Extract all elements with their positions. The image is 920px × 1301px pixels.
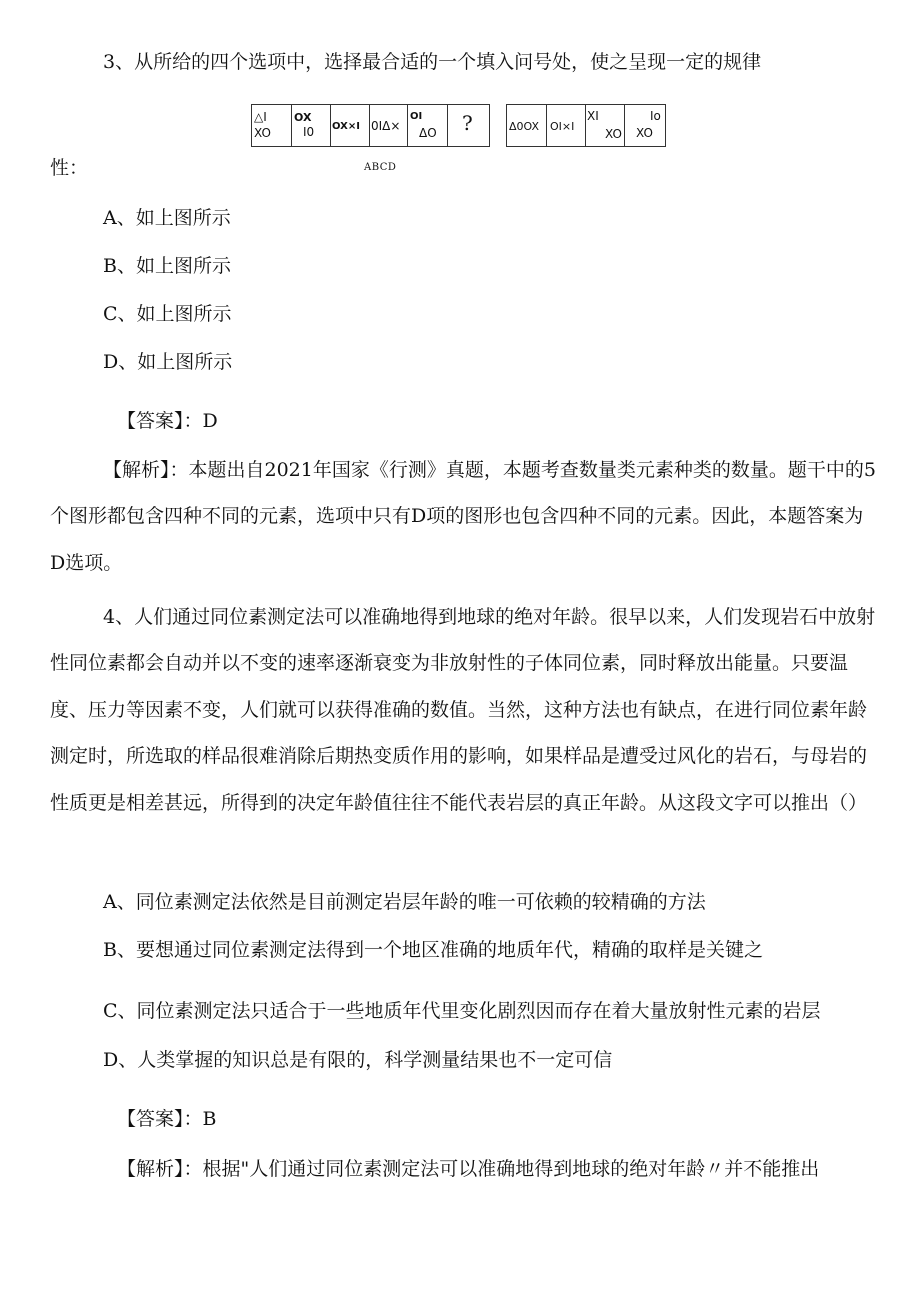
option-cell-a-top: Δ0OX xyxy=(509,120,540,133)
q4-stem: 4、人们通过同位素测定法可以准确地得到地球的绝对年龄。很早以来，人们发现岩石中放射性同位素都会自动并以不变的速率逐渐衰变为非放射性的子体同位素，同时释放出能量。只要温度、压力等因素不变，人们就可以获得准确的数值。当然，这种方法也有缺点，在进行同位素年龄测定时，所选取的样品很难消除后期热变质作用的影响，如果样品是遭受过风化的岩石，与母岩的性质更是相差甚远，所得到的决定年龄值往往不能代表岩层的真正年龄。从这段文字可以推出（） xyxy=(50,606,876,814)
q4-option-b: B、要想通过同位素测定法得到一个地区准确的地质年代，精确的取样是关键之 xyxy=(103,939,763,961)
figure-cell-5-bottom: ΔO xyxy=(419,126,437,140)
figure-cell-1-top: △I xyxy=(254,110,267,124)
q4-option-c: C、同位素测定法只适合于一些地质年代里变化剧烈因而存在着大量放射性元素的岩层 xyxy=(103,1000,821,1022)
q3-option-a: A、如上图所示 xyxy=(103,207,231,229)
option-cell-d-top: Io xyxy=(650,109,661,123)
q3-stem-line1: 3、从所给的四个选项中，选择最合适的一个填入问号处，使之呈现一定的规律 xyxy=(103,51,762,73)
q3-option-b: B、如上图所示 xyxy=(103,255,231,277)
option-cell-b-top: OI×I xyxy=(550,120,575,133)
figure-cell-3-top: OX×I xyxy=(332,121,360,132)
figure-cell-5 xyxy=(408,105,448,146)
option-cell-d-bottom: XO xyxy=(636,126,653,140)
figure-cell-3 xyxy=(331,105,370,146)
q4-analysis: 【解析】：根据"人们通过同位素测定法可以准确地得到地球的绝对年龄〃并不能推出 xyxy=(117,1158,820,1180)
figure-cell-1 xyxy=(252,105,292,146)
figure-cell-1-bottom: XO xyxy=(254,126,271,140)
figure-cell-2-top: OX xyxy=(294,111,312,124)
q4-option-d: D、人类掌握的知识总是有限的，科学测量结果也不一定可信 xyxy=(103,1049,613,1071)
q3-analysis: 【解析】：本题出自2021年国家《行测》真题，本题考查数量类元素种类的数量。题干中的5个图形都包含四种不同的元素，选项中只有D项的图形也包含四种不同的元素。因此，本题答案为D选项。 xyxy=(50,459,876,574)
figure-caption: ABCD xyxy=(364,162,397,173)
figure-cell-5-top: OI xyxy=(410,111,423,122)
figure-cell-4-top: 0IΔ× xyxy=(371,119,401,133)
q3-stem-line2: 性： xyxy=(50,157,89,179)
figure-cell-2-bottom: I0 xyxy=(303,125,315,139)
q4-answer: 【答案】：B xyxy=(117,1108,217,1130)
q3-answer: 【答案】：D xyxy=(117,410,218,432)
option-cell-b xyxy=(547,105,586,146)
option-cell-c-bottom: XO xyxy=(605,127,622,141)
option-cell-d xyxy=(625,105,665,146)
option-cell-a xyxy=(507,105,547,146)
q3-option-d: D、如上图所示 xyxy=(103,351,233,373)
option-cell-c-top: XI xyxy=(587,109,599,123)
question-mark: ? xyxy=(462,111,473,135)
q4-option-a: A、同位素测定法依然是目前测定岩层年龄的唯一可依赖的较精确的方法 xyxy=(103,891,706,913)
option-cell-c xyxy=(586,105,625,146)
figure-cell-4 xyxy=(370,105,408,146)
q3-figure-sequence xyxy=(251,104,490,147)
q3-option-c: C、如上图所示 xyxy=(103,303,232,325)
q3-figure-options xyxy=(506,104,666,147)
figure-cell-question xyxy=(448,105,489,146)
figure-cell-2 xyxy=(292,105,331,146)
